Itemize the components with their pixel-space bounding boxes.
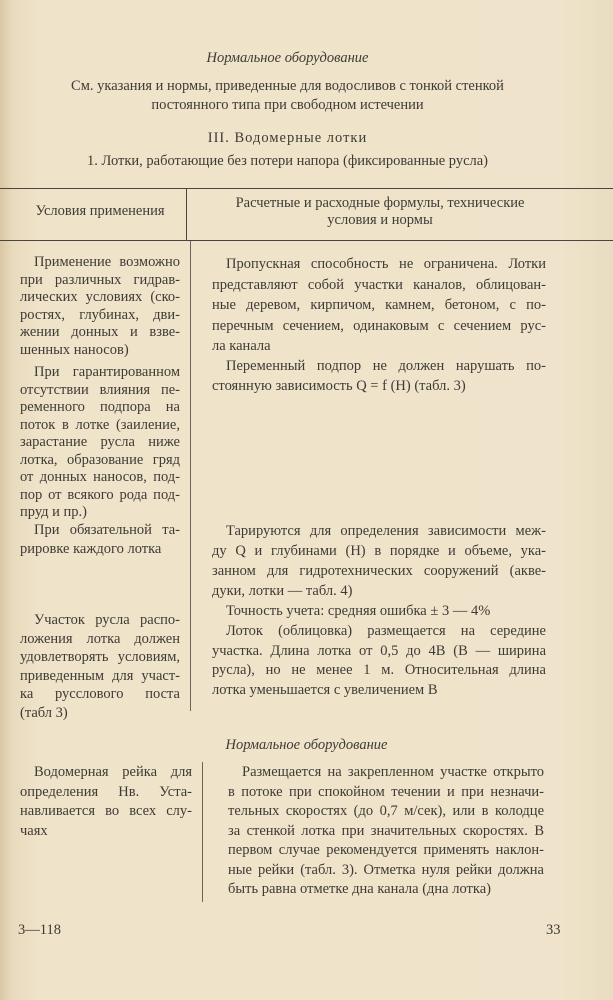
text-line: Применение возможно [34, 254, 180, 270]
text-line: зарастание русла ниже [20, 434, 180, 450]
text-line: лотка уменьшается с увеличением B [212, 681, 438, 698]
text-line: участка. Длина лотка от 0,5 до 4B (B — ширина [212, 642, 546, 659]
text-line: поток в лотке (заиление, [20, 416, 180, 433]
text-line: рировке каждого лотка [20, 541, 162, 557]
text-line: При гарантированном [34, 364, 180, 380]
text-line: определения Hв. Уста- [20, 783, 192, 800]
text-line: навливается во всех слу- [20, 803, 192, 819]
norm-block-accuracy [212, 602, 546, 621]
text-line: Участок русла распо- [34, 612, 180, 628]
text-line: ла канала [212, 338, 271, 354]
section-heading-equipment: Нормальное оборудование [206, 50, 369, 66]
norm-block-capacity [212, 254, 546, 357]
intro-line-1: См. указания и нормы, приведенные для водосливов с тонкой стенкой [71, 78, 504, 94]
text-line: русла), но не менее 1 м. Относительная длина [212, 662, 546, 678]
column-divider [190, 241, 191, 711]
col-header-conditions: Условия применения [35, 203, 165, 219]
norm-block-calibration [212, 521, 546, 601]
condition-block-calibration [20, 521, 180, 559]
text-line: чаях [20, 822, 48, 839]
text-line: при различных гидрав- [20, 271, 180, 288]
equipment-norm-block [228, 763, 544, 900]
text-line: лотка, образование гряд [20, 451, 180, 468]
text-line: тельных скоростях (до 0,7 м/сек), или в колодце [228, 803, 544, 819]
text-line: стоянную зависимость Q = f (H) (табл. 3) [212, 378, 466, 394]
text-line: перечным сечением, одинаковым с сечением рус- [212, 317, 546, 334]
equipment-condition-block [20, 763, 192, 841]
text-line: от донных наносов, под- [20, 469, 180, 485]
text-line: жении донных и взве- [20, 324, 180, 341]
col-header-formulas [200, 195, 560, 229]
text-line: (табл 3) [20, 704, 68, 721]
text-line: первом случае рекомендуется применять наклон- [228, 842, 544, 858]
text-line: за стенкой лотка при значительных скоростях. В [228, 822, 544, 839]
condition-block-backwater [20, 364, 180, 522]
text-line: пор от всякого рода под- [20, 486, 180, 503]
text-line: ные деревом, кирпичом, камнем, бетоном, с по- [212, 297, 546, 313]
text-line: удовлетворять условиям, [20, 649, 180, 666]
col-header-formulas-line-1: Расчетные и расходные формулы, технические [235, 195, 525, 211]
text-line: Водомерная рейка для [34, 764, 192, 780]
text-line: ложения лотка должен [20, 630, 180, 647]
footer-signature: 3—118 [18, 922, 61, 938]
text-line: дуки, лотки — табл. 4) [212, 583, 353, 599]
norm-block-placement [212, 622, 546, 700]
text-line: Точность учета: средняя ошибка ± 3 — 4% [226, 603, 491, 619]
text-line: Тарируются для определения зависимости меж- [226, 523, 546, 539]
text-line: Лоток (облицовка) размещается на середине [226, 623, 546, 639]
text-line: быть равна отметке дна канала (дна лотка) [228, 881, 491, 897]
text-line: ду Q и глубинами (H) в порядке и объеме, ука- [212, 543, 546, 559]
text-line: в потоке при спокойном течении и при незначи- [228, 783, 544, 800]
text-line: пруд и пр.) [20, 504, 88, 520]
text-line: ка русслового поста [20, 686, 180, 703]
text-line: приведенным для участ- [20, 667, 180, 684]
section-title: III. Водомерные лотки [207, 130, 368, 146]
norm-block-backwater [212, 356, 546, 396]
subsection-title: 1. Лотки, работающие без потери напора (фиксированные русла) [86, 153, 489, 169]
equipment-heading: Нормальное оборудование [225, 737, 388, 753]
text-line: ременного подпора на [20, 399, 180, 415]
col-header-formulas-line-2: условия и нормы [327, 212, 433, 228]
text-line: Пропускная способность не ограничена. Лотки [226, 256, 546, 272]
column-divider-lower [202, 762, 203, 902]
intro-line-2: постоянного типа при свободном истечении [151, 97, 424, 113]
text-line: Размещается на закрепленном участке открыто [242, 764, 544, 780]
text-line: занном для гидротехнических сооружений (акве- [212, 563, 546, 579]
header-bottom-rule [0, 240, 613, 241]
condition-block-flow-conditions [20, 254, 180, 360]
header-divider [186, 188, 187, 240]
condition-block-site [20, 611, 180, 723]
text-line: лических условиях (ско- [20, 289, 180, 306]
text-line: Переменный подпор не должен нарушать по- [226, 358, 546, 374]
text-line: ростях, глубинах, дви- [20, 306, 180, 323]
text-line: шенных наносов) [20, 341, 129, 358]
text-line: При обязательной та- [34, 522, 180, 538]
text-line: ные рейки (табл. 3). Отметка нуля рейки должна [228, 861, 544, 878]
text-line: представляют собой участки каналов, облицован- [212, 276, 546, 293]
text-line: отсутствии влияния пе- [20, 381, 180, 398]
page-number: 33 [546, 922, 561, 938]
table-top-rule [0, 188, 613, 189]
